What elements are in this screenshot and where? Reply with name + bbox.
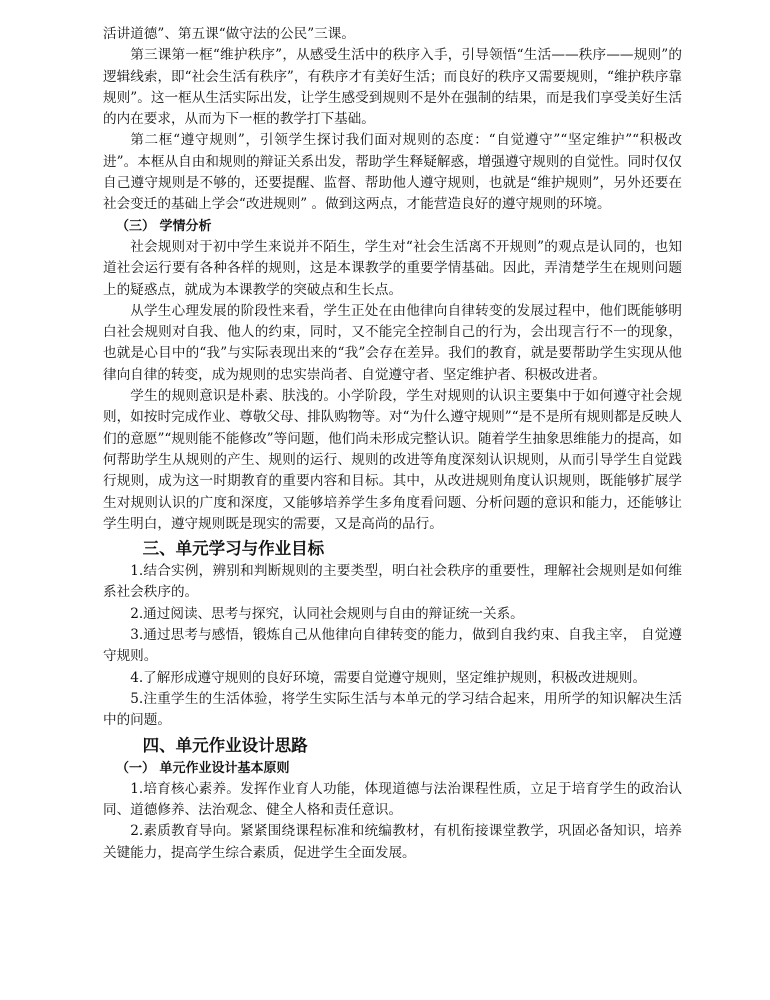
paragraph-analysis-3: 学生的规则意识是朴素、肤浅的。小学阶段，学生对规则的认识主要集中于如何遵守社会规则，如按时完成作业、尊敬父母、排队购物等。对“为什么遵守规则”“是不是所有规则都是反映人们的意愿”“规则能不能修改”等问题，他们尚未形成完整认识。随着学生抽象思维能力的提高，如何帮助学生从规则的产生、规则的运行、规则的改进等角度深刻认识规则，从而引导学生自觉践行规则，成为这一时期教育的重要内容和目标。其中，从改进规则角度认识规则，既能够扩展学生对规则认识的广度和深度，又能够培养学生多角度看问题、分析问题的意识和能力，还能够让学生明白，遵守规则既是现实的需要，又是高尚的品行。 [103, 388, 682, 532]
principle-item-2: 2.素质教育导向。紧紧围绕课程标准和统编教材，有机衔接课堂教学，巩固必备知识，培养关键能力，提高学生综合素质，促进学生全面发展。 [103, 823, 682, 861]
paragraph-lesson3-frame1: 第三课第一框“维护秩序”，从感受生活中的秩序入手，引导领悟“生活——秩序——规则”的逻辑线索，即“社会生活有秩序”，有秩序才有美好生活；而良好的秩序又需要规则，“维护秩序靠规则”。这一框从生活实际出发，让学生感受到规则不是外在强制的结果，而是我们享受美好生活的内在要求，从而为下一框的教学打下基础。 [103, 47, 682, 128]
goal-item-5: 5.注重学生的生活体验，将学生实际生活与本单元的学习结合起来，用所学的知识解决生活中的问题。 [103, 690, 682, 729]
subheading-learning-analysis: （三） 学情分析 [116, 218, 212, 234]
paragraph-analysis-1: 社会规则对于初中学生来说并不陌生，学生对“社会生活离不开规则”的观点是认同的，也知道社会运行要有各种各样的规则，这是本课教学的重要学情基础。因此，弄清楚学生在规则问题上的疑惑点，就成为本课教学的突破点和生长点。 [103, 238, 682, 298]
paragraph-lesson3-frame2: 第二框“遵守规则”，引领学生探讨我们面对规则的态度：“自觉遵守”“坚定维护”“积极改进”。本框从自由和规则的辩证关系出发，帮助学生释疑解惑，增强遵守规则的自觉性。同时仅仅自己遵守规则是不够的，还要提醒、监督、帮助他人遵守规则，也就是“维护规则”，另外还要在社会变迁的基础上学会“改进规则” 。做到这两点，才能营造良好的遵守规则的环境。 [103, 132, 682, 213]
goal-item-2: 2.通过阅读、思考与探究，认同社会规则与自由的辩证统一关系。 [130, 605, 524, 622]
paragraph-analysis-2: 从学生心理发展的阶段性来看，学生正处在由他律向自律转变的发展过程中，他们既能够明白社会规则对自我、他人的约束，同时，又不能完全控制自己的行为，会出现言行不一的现象，也就是心目中的“我”与实际表现出来的“我”会存在差异。我们的教育，就是要帮助学生实现从他律向自律的转变，成为规则的忠实崇尚者、自觉遵守者、坚定维护者、积极改进者。 [103, 302, 682, 383]
goal-item-3: 3.通过思考与感悟，锻炼自己从他律向自律转变的能力，做到自我约束、自我主宰， 自觉遵守规则。 [103, 627, 682, 665]
subheading-basic-principles: （一） 单元作业设计基本原则 [116, 760, 290, 776]
heading-homework-design: 四、单元作业设计思路 [142, 735, 308, 755]
paragraph-continuation: 活讲道德”、第五课“做守法的公民”三课。 [103, 26, 355, 42]
principle-item-1: 1.培育核心素养。发挥作业育人功能，体现道德与法治课程性质，立足于培育学生的政治认同、道德修养、法治观念、健全人格和责任意识。 [103, 780, 682, 819]
goal-item-4: 4.了解形成遵守规则的良好环境，需要自觉遵守规则，坚定维护规则，积极改进规则。 [130, 669, 647, 686]
goal-item-1: 1.结合实例，辨别和判断规则的主要类型，明白社会秩序的重要性，理解社会规则是如何维系社会秩序的。 [103, 563, 682, 601]
heading-unit-goals: 三、单元学习与作业目标 [142, 539, 325, 559]
